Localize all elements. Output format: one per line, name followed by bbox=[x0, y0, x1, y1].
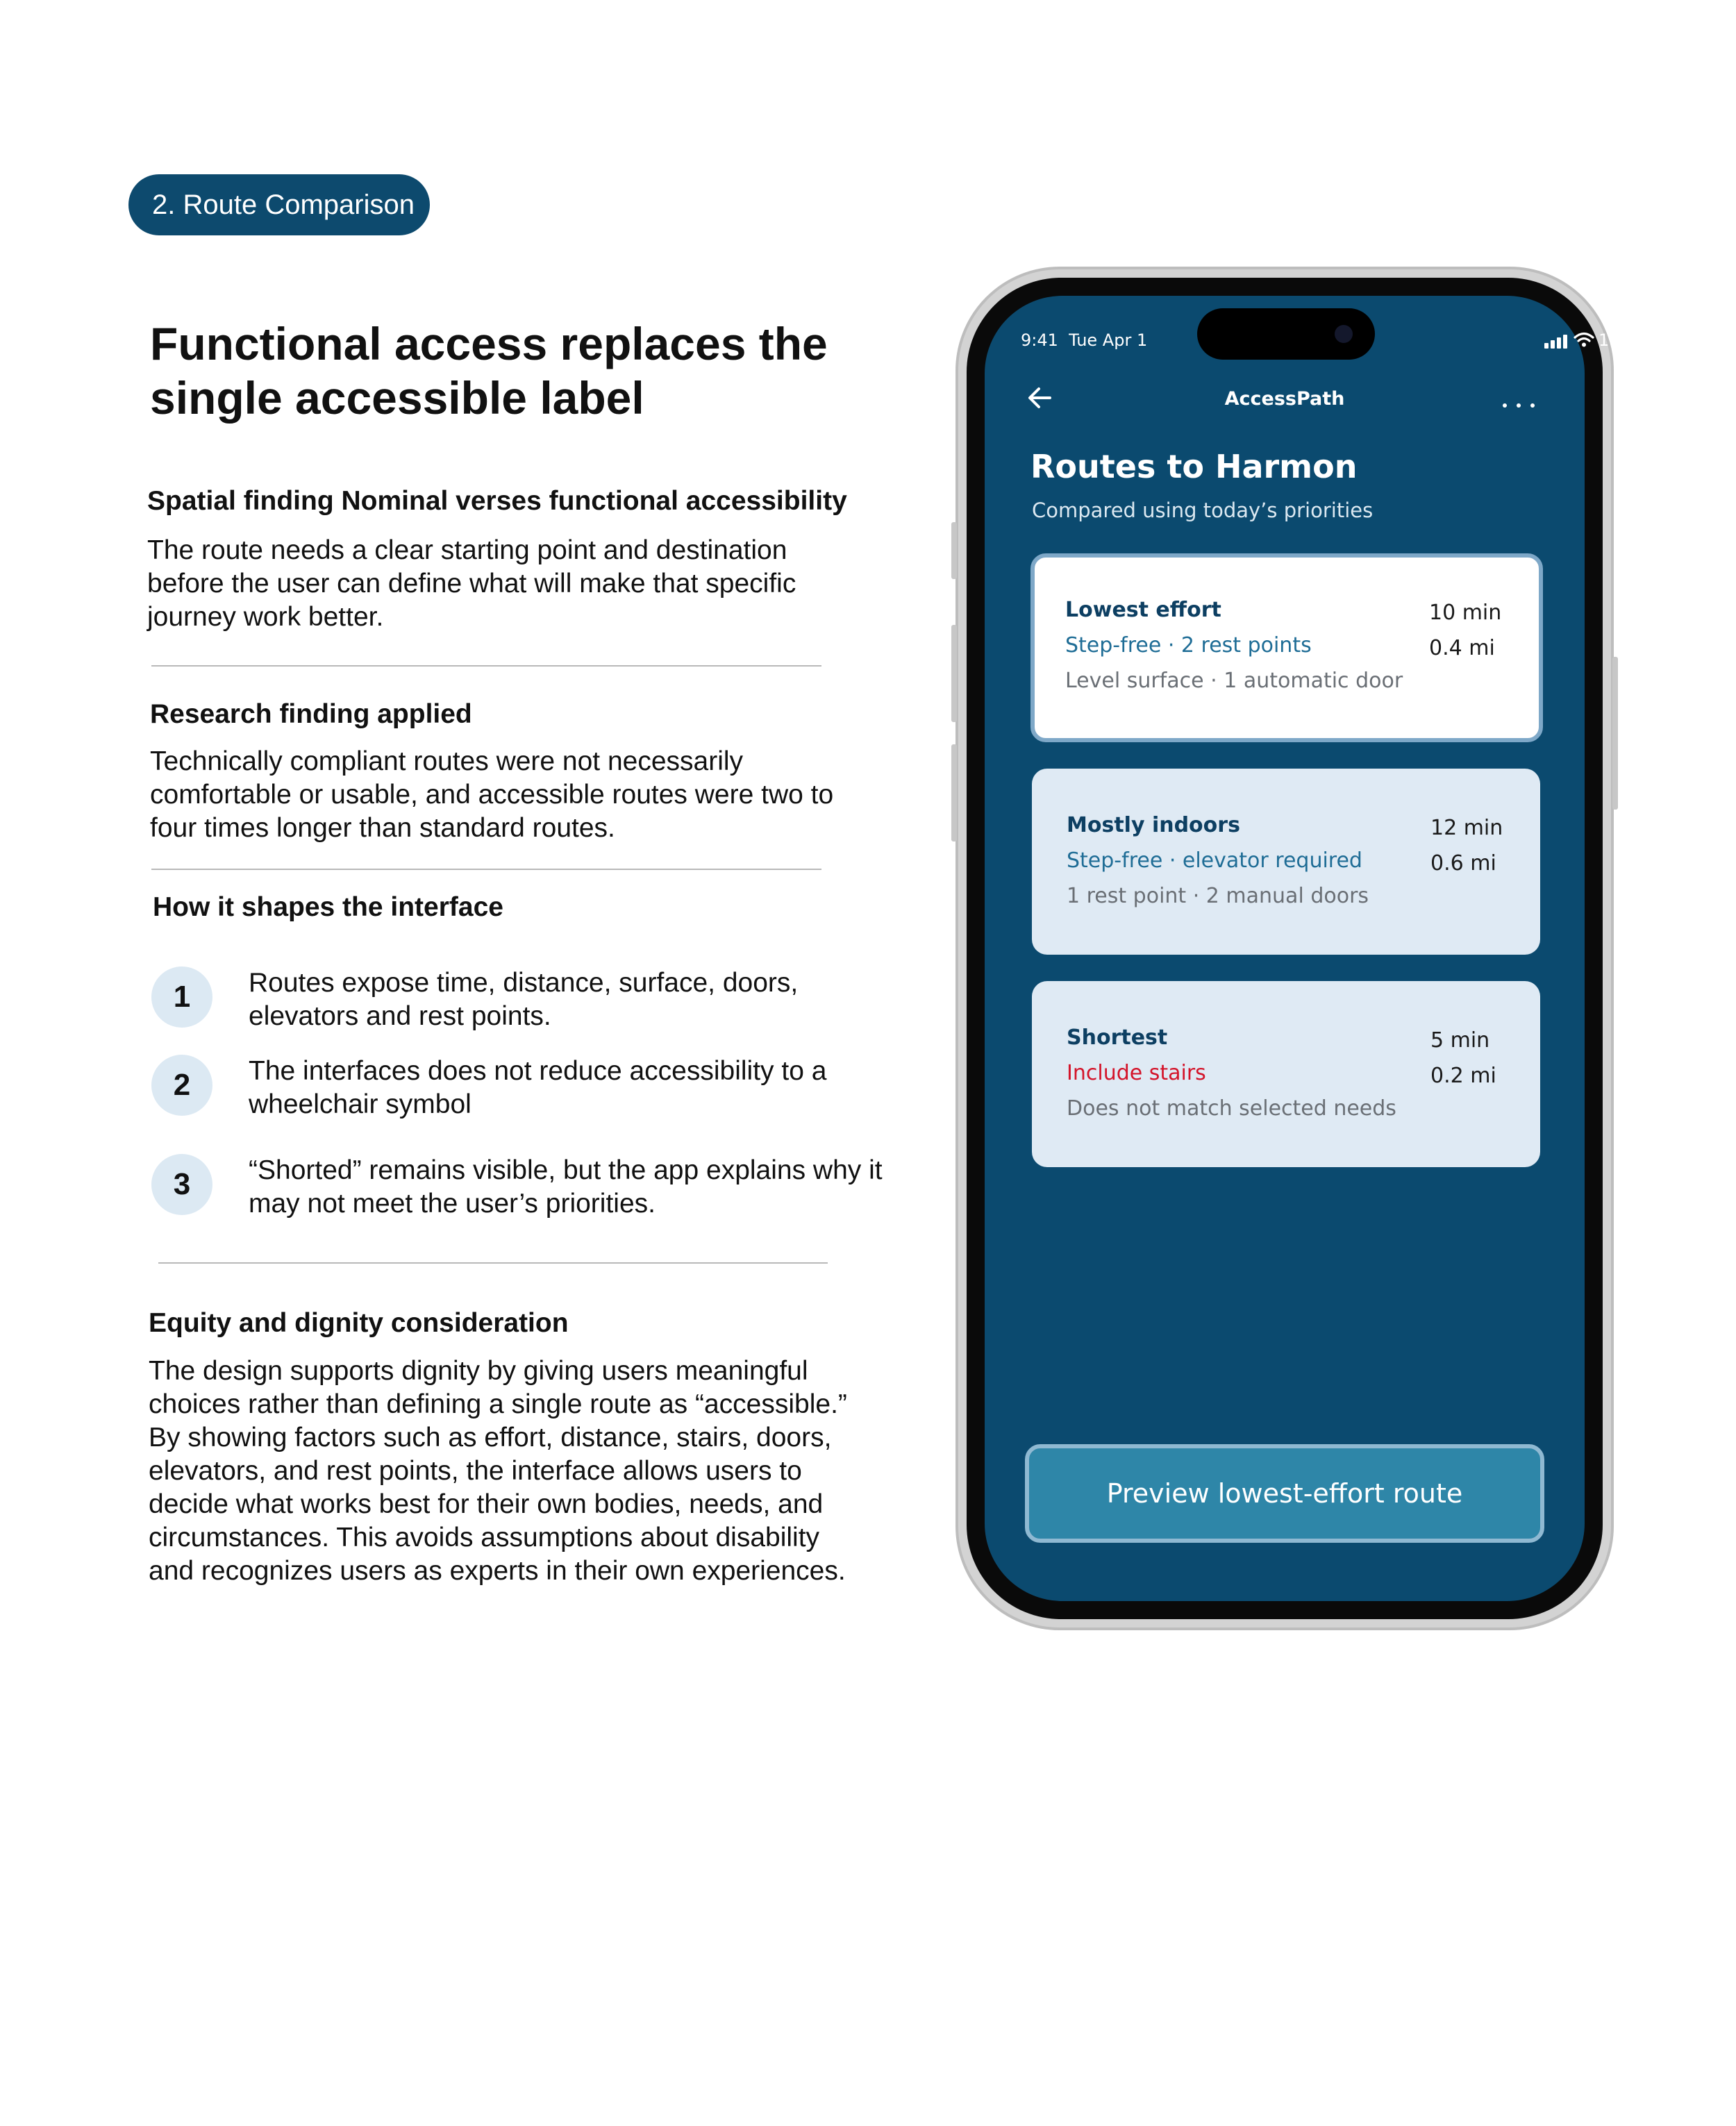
body-line: elevators, and rest points, the interface allows users to bbox=[149, 1456, 802, 1486]
page-headline bbox=[150, 317, 844, 425]
battery-tip bbox=[1689, 337, 1691, 343]
route-accessibility: Step-free · 2 rest points bbox=[1065, 633, 1312, 658]
body-line: The route needs a clear starting point and destination bbox=[147, 535, 787, 565]
point-line: Routes expose time, distance, surface, doors, bbox=[249, 968, 799, 998]
body-line: before the user can define what will make that specific bbox=[147, 569, 796, 599]
route-name: Shortest bbox=[1067, 1026, 1168, 1050]
status-clock: 9:41 bbox=[1021, 330, 1058, 350]
number-badge: 2 bbox=[151, 1055, 212, 1116]
body-line: choices rather than defining a single route as “accessible.” bbox=[149, 1389, 847, 1419]
route-note: Level surface · 1 automatic door bbox=[1065, 669, 1403, 693]
route-warning: Include stairs bbox=[1067, 1061, 1206, 1085]
body-line: By showing factors such as effort, distance, stairs, doors, bbox=[149, 1423, 832, 1453]
volume-down-button bbox=[951, 744, 957, 842]
interface-point-text bbox=[249, 966, 915, 1033]
screen-subtitle: Compared using today’s priorities bbox=[1032, 499, 1374, 522]
point-line: elevators and rest points. bbox=[249, 1001, 551, 1031]
route-time: 5 min bbox=[1430, 1028, 1490, 1053]
research-finding-title: Research finding applied bbox=[150, 699, 472, 729]
research-finding-body bbox=[150, 745, 833, 845]
power-button bbox=[1612, 657, 1618, 810]
interface-shapes-title: How it shapes the interface bbox=[153, 892, 503, 922]
status-date: Tue Apr 1 bbox=[1069, 330, 1148, 350]
route-distance: 0.4 mi bbox=[1429, 636, 1495, 660]
status-time bbox=[1021, 330, 1147, 350]
number-badge: 3 bbox=[151, 1154, 212, 1215]
section-divider bbox=[151, 869, 821, 870]
app-title: AccessPath bbox=[1224, 388, 1345, 410]
signal-icon bbox=[1544, 329, 1569, 350]
route-name: Mostly indoors bbox=[1067, 813, 1240, 837]
camera-icon bbox=[1335, 325, 1353, 343]
equity-body bbox=[149, 1355, 847, 1588]
headline-line-2: single accessible label bbox=[150, 372, 644, 424]
screen-title: Routes to Harmon bbox=[1030, 448, 1358, 485]
point-line: The interfaces does not reduce accessibility to a bbox=[249, 1056, 827, 1086]
phone-screen bbox=[985, 296, 1646, 1601]
route-name: Lowest effort bbox=[1065, 598, 1221, 622]
interface-point-3 bbox=[151, 1154, 915, 1223]
section-pill: 2. Route Comparison bbox=[128, 174, 430, 235]
body-line: Technically compliant routes were not necessarily bbox=[150, 746, 744, 776]
route-note: 1 rest point · 2 manual doors bbox=[1067, 884, 1369, 908]
body-line: four times longer than standard routes. bbox=[150, 813, 615, 843]
body-line: comfortable or usable, and accessible routes were two to bbox=[150, 780, 834, 810]
number-badge: 1 bbox=[151, 966, 212, 1028]
volume-up-button bbox=[951, 625, 957, 722]
more-horizontal-icon[interactable] bbox=[1503, 397, 1544, 410]
route-time: 12 min bbox=[1430, 816, 1503, 840]
route-card-mostly-indoors[interactable] bbox=[1032, 769, 1540, 955]
interface-point-2 bbox=[151, 1055, 915, 1124]
route-card-shortest[interactable] bbox=[1032, 981, 1540, 1167]
section-divider bbox=[151, 665, 821, 667]
equity-title: Equity and dignity consideration bbox=[149, 1308, 569, 1338]
headline-line-1: Functional access replaces the bbox=[150, 318, 828, 369]
route-time: 10 min bbox=[1429, 601, 1502, 625]
battery-percent: 100% bbox=[1599, 330, 1646, 350]
interface-point-1 bbox=[151, 966, 915, 1036]
spatial-finding-title: Spatial finding Nominal verses functional accessibility bbox=[147, 486, 847, 516]
route-distance: 0.6 mi bbox=[1430, 851, 1496, 876]
point-line: may not meet the user’s priorities. bbox=[249, 1189, 656, 1219]
interface-point-text bbox=[249, 1154, 915, 1221]
route-card-lowest-effort[interactable] bbox=[1030, 553, 1543, 742]
body-line: and recognizes users as experts in their own experiences. bbox=[149, 1556, 846, 1586]
body-line: decide what works best for their own bodies, needs, and bbox=[149, 1489, 824, 1519]
point-line: “Shorted” remains visible, but the app explains why it bbox=[249, 1155, 883, 1185]
route-distance: 0.2 mi bbox=[1430, 1064, 1496, 1088]
body-line: journey work better. bbox=[147, 602, 384, 632]
point-line: wheelchair symbol bbox=[249, 1089, 471, 1119]
battery-icon bbox=[1658, 333, 1687, 348]
route-note: Does not match selected needs bbox=[1067, 1096, 1396, 1121]
interface-point-text bbox=[249, 1055, 915, 1121]
dynamic-island bbox=[1197, 308, 1375, 360]
body-line: circumstances. This avoids assumptions about disability bbox=[149, 1523, 820, 1552]
action-button bbox=[951, 522, 957, 579]
spatial-finding-body bbox=[147, 534, 796, 634]
wifi-icon bbox=[1574, 332, 1594, 347]
body-line: The design supports dignity by giving users meaningful bbox=[149, 1356, 808, 1386]
route-accessibility: Step-free · elevator required bbox=[1067, 848, 1362, 873]
section-divider bbox=[158, 1262, 828, 1264]
preview-route-button[interactable]: Preview lowest-effort route bbox=[1025, 1444, 1544, 1543]
